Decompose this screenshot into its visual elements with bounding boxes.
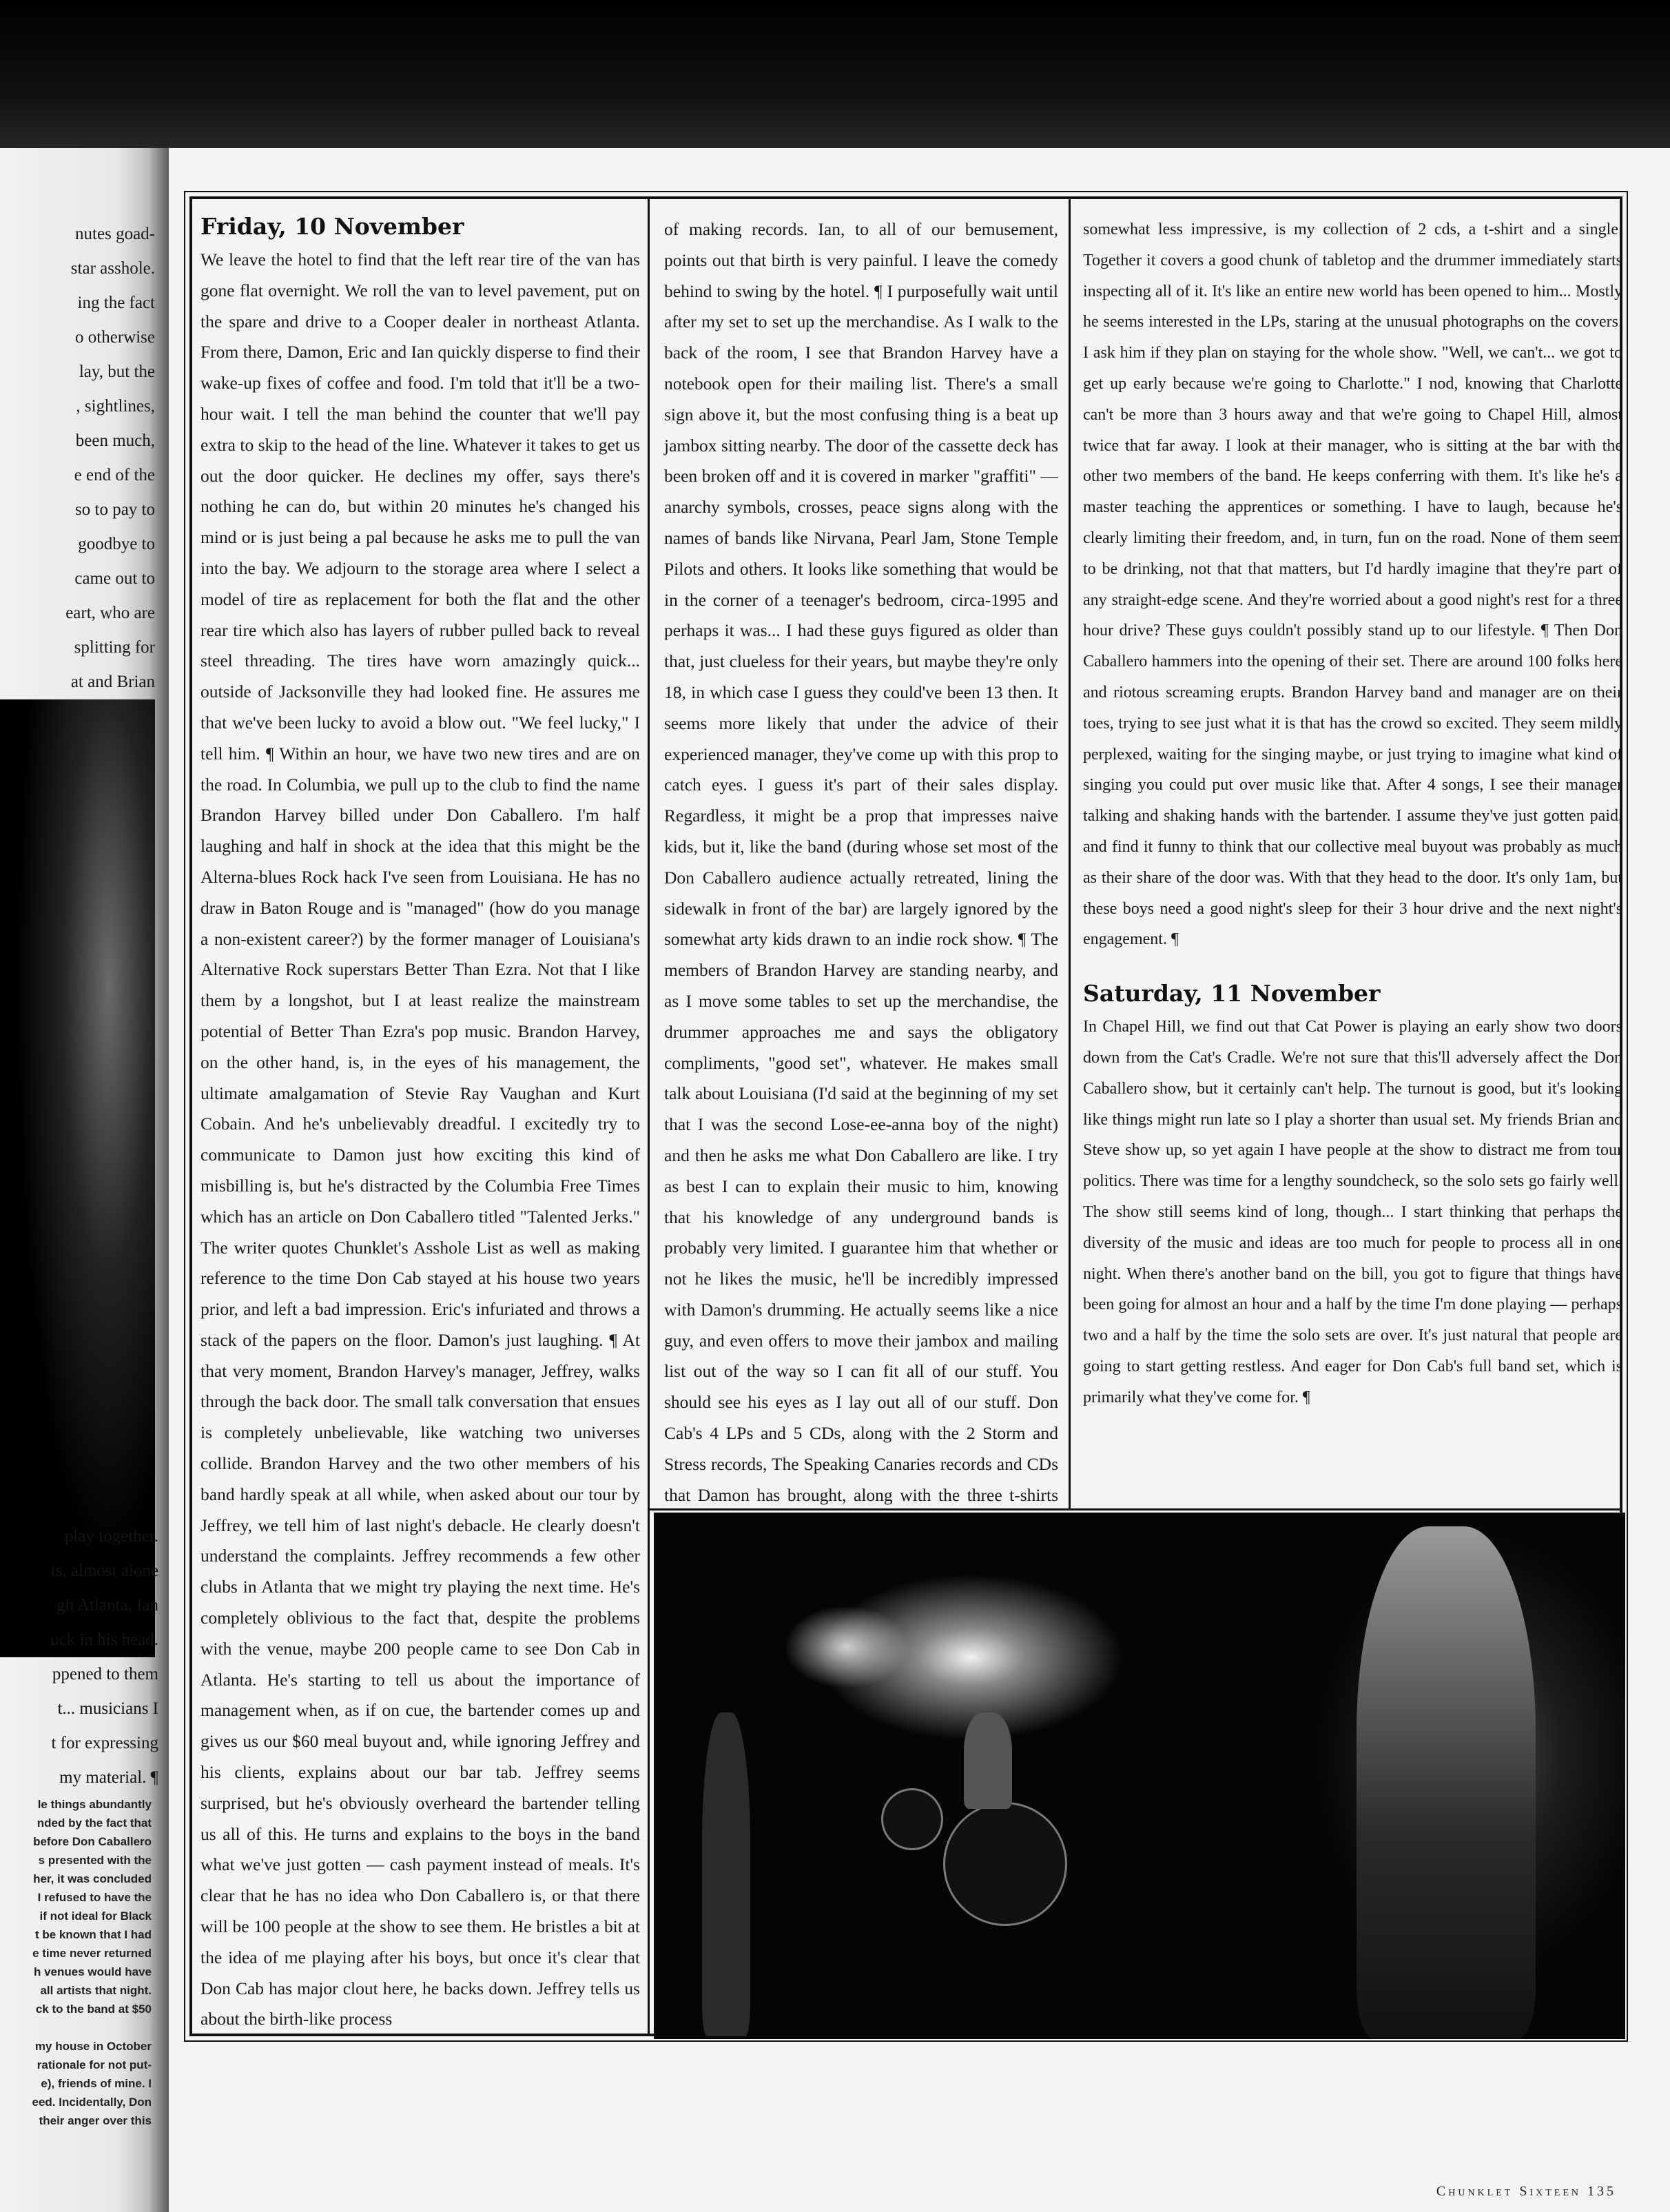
left-page-text-line: ing the fact [77, 294, 155, 312]
left-page-text-line: lay, but the [79, 362, 155, 381]
concert-photo [654, 1513, 1625, 2039]
left-page-sidebar-line: their anger over this [39, 2114, 152, 2127]
left-page-caption-line: t for expressing [51, 1734, 158, 1752]
left-page-photo [0, 699, 155, 1657]
left-page-caption-line: t... musicians I [57, 1699, 158, 1718]
left-page-sidebar [0, 1795, 152, 2130]
left-page-text-line: star asshole. [70, 259, 155, 278]
left-page-caption-line: ppened to them [52, 1665, 158, 1683]
left-page-text-line: o otherwise [75, 328, 155, 347]
left-page-sidebar-line: if not ideal for Black [39, 1909, 152, 1923]
guitarist-left-figure [702, 1712, 750, 2036]
left-page-text-line: goodbye to [78, 535, 155, 553]
column-3-text-2: In Chapel Hill, we find out that Cat Power is playing an early show two doors down from the Cat's Cradle. We're not sure that this'll adversely affect the Don Caballero show, but it certainly can't help. The turnout is good, but it's looking like things might run late so I play a shorter than usual set. My friends Brian and Steve show up, so yet again I have people at the show to distract me from tour politics. There was time for a lengthy soundcheck, so the solo sets go fairly well. The show still seems kind of long, though... I start thinking that perhaps the diversity of the music and ideas are too much for people to process all in one night. When there's another band on the bill, you got to figure that things have been going for almost an hour and a half by the time I'm done playing — perhaps two and a half by the time the solo sets are over. It's just natural that people are going to start getting restless. And eager for Don Cab's full band set, which is primarily what they've come for. ¶ [1083, 1018, 1622, 1406]
left-page-sidebar-line: nded by the fact that [37, 1816, 152, 1830]
left-page-text-line: eart, who are [65, 604, 155, 622]
left-page-sidebar-line: my house in October [34, 2040, 152, 2053]
left-page-sidebar-line: before Don Caballero [33, 1835, 152, 1848]
drum-kit [943, 1802, 1067, 1926]
left-page-sidebar-line: all artists that night. [40, 1984, 152, 1997]
main-page [169, 148, 1670, 2212]
page-footer: Chunklet Sixteen 135 [1436, 2184, 1616, 2199]
left-page-caption-line: gh Atlanta, Ian [56, 1596, 158, 1615]
heading-saturday: Saturday, 11 November [1083, 980, 1381, 1007]
left-page-text-line: e end of the [74, 466, 155, 484]
left-page-sidebar-line: rationale for not put- [37, 2058, 152, 2071]
left-page-sidebar-line: t be known that I had [34, 1928, 152, 1941]
drummer-figure [964, 1712, 1012, 1809]
heading-friday: Friday, 10 November [200, 213, 464, 240]
left-page-caption-line: play together. [64, 1527, 158, 1546]
article-frame [189, 196, 1622, 2036]
column-1-text: We leave the hotel to find that the left rear tire of the van has gone flat overnight. We roll the van to level pavement, put on the spare and drive to a Cooper dealer in northeast Atlanta. From there, Damon, Eric and Ian quickly disperse to find their wake-up fixes of coffee and food. I'm told that it'll be a two-hour wait. I tell the man behind the counter that we'll pay extra to skip to the head of the line. Whatever it takes to get us out the door quicker. He declines my offer, says there's nothing he can do, but within 20 minutes he's changed his mind or is just being a pal because he asks me to pull the van into the bay. We adjourn to the storage area where I select a model of tire as replacement for both the flat and the other rear tire which also has layers of rubber pulled back to reveal steel threading. The tires have worn amazingly quick... outside of Jacksonville they had looked fine. He assures me that we've been lucky to avoid a blow out. "We feel lucky," I tell him. ¶ Within an hour, we have two new tires and are on the road. In Columbia, we pull up to the club to find the name Brandon Harvey billed under Don Caballero. I'm half laughing and half in shock at the idea that this might be the Alterna-blues Rock hack I've seen from Louisiana. He has no draw in Baton Rouge and is "managed" (how do you manage a non-existent career?) by the former manager of Louisiana's Alternative Rock superstars Better Than Ezra. Not that I like them by a longshot, but I at least realize the mainstream potential of Better Than Ezra's pop music. Brandon Harvey, on the other hand, is, in the eyes of his management, the ultimate amalgamation of Stevie Ray Vaughan and Kurt Cobain. And he's unbelievably dreadful. I excitedly try to communicate to Damon just how exciting this kind of misbilling is, but he's distracted by the Columbia Free Times which has an article on Don Caballero titled "Talented Jerks." The writer quotes Chunklet's Asshole List as well as making reference to the time Don Cab stayed at his house two years prior, and left a bad impression. Eric's infuriated and throws a stack of the papers on the floor. Damon's just laughing. ¶ At that very moment, Brandon Harvey's manager, Jeffrey, walks through the back door. The small talk conversation that ensues is completely unbelievable, like watching two universes collide. Brandon Harvey and the two other members of his band hardly speak at all while, when asked about our tour by Jeffrey, we tell him of last night's debacle. He clearly doesn't understand the complaints. Jeffrey recommends a few other clubs in Atlanta that we might try playing the next time. He's completely oblivious to the fact that, despite the problems with the venue, maybe 200 people came to see Don Cab in Atlanta. He's starting to tell us about the importance of management when, as if on cue, the bartender comes up and gives us our $60 meal buyout and, while ignoring Jeffrey and his clients, explains about our bar tab. Jeffrey seems surprised, but he's obviously overheard the bartender telling us all of this. He turns and explains to the boys in the band what we've just gotten — cash payment instead of meals. It's clear that he has no idea who Don Caballero is, or that there will be 100 people at the show to see them. He bristles a bit at the idea of me playing after his boys, but once it's clear that Don Cab has major clout here, he backs down. Jeffrey tells us about the birth-like process [200, 249, 640, 2029]
left-page-text-line: came out to [74, 569, 155, 588]
left-page-sidebar-line [0, 2018, 152, 2037]
left-page-sidebar-line: I refused to have the [37, 1891, 152, 1904]
left-page-sidebar-line: ck to the band at $50 [35, 2003, 152, 2016]
left-page-sidebar-line: h venues would have [34, 1965, 152, 1978]
left-page-text-line: , sightlines, [76, 397, 155, 416]
left-page-sidebar-line: le things abundantly [37, 1798, 152, 1811]
left-page-caption-line: ts, almost alone [50, 1561, 158, 1580]
column-rule-2 [1069, 199, 1071, 1510]
left-page-sidebar-line: s presented with the [38, 1854, 152, 1867]
left-page-text-line: at and Brian [70, 673, 155, 691]
column-3-text: somewhat less impressive, is my collection of 2 cds, a t-shirt and a single. Together it covers a good chunk of tabletop and the drummer immediately starts inspecting all of it. It's like an entire new world has been opened to him... Mostly he seems interested in the LPs, staring at the unusual photographs on the covers. I ask him if they plan on staying for the whole show. "Well, we can't... we got to get up early because we're going to Charlotte." I nod, knowing that Charlotte can't be more than 3 hours away and that we're going to Chapel Hill, almost twice that far away. I look at their manager, who is sitting at the bar with the other two members of the band. He keeps conferring with them. It's like he's a master teaching the apprentices or something. I have to laugh, because he's clearly limiting their freedom, and, in turn, fun on the road. None of them seem to be drinking, not that that matters, but I'd hardly imagine that they're part of any straight-edge scene. And they're worried about a good night's rest for a three hour drive? These guys couldn't possibly stand up to our lifestyle. ¶ Then Don Caballero hammers into the opening of their set. There are around 100 folks here and riotous screaming erupts. Brandon Harvey band and manager are on their toes, trying to see just what it is that has the crowd so excited. They seem mildly perplexed, waiting for the singing maybe, or just trying to imagine what kind of singing you could put over music like that. After 4 songs, I see their manager talking and shaking hands with the bartender. I assume they've just gotten paid, and find it funny to think that our collective meal buyout was probably as much as their share of the door was. With that they head to the door. It's only 1am, but these boys need a good night's sleep for their 3 hour drive and the next night's engagement. ¶ [1083, 221, 1622, 949]
left-page-text-line: been much, [75, 431, 155, 450]
column-3 [1083, 214, 1622, 1413]
guitarist-right-figure [1357, 1526, 1536, 2039]
left-page-text-line: splitting for [74, 638, 155, 657]
column-2-text: of making records. Ian, to all of our bemusement, points out that birth is very painful. I leave the comedy behind to swing by the hotel. ¶ I purposefully wait until after my set to set up the merchandise. As I walk to the back of the room, I see that Brandon Harvey have a notebook open for their mailing list. There's a small sign above it, but the most confusing thing is a beat up jambox sitting nearby. The door of the cassette deck has been broken off and it is covered in marker "graffiti" — anarchy symbols, crosses, peace signs along with the names of bands like Nirvana, Pearl Jam, Stone Temple Pilots and others. It looks like something that would be in the corner of a teenager's bedroom, circa-1995 and perhaps it was... I had these guys figured as older than that, just clueless for their years, but maybe they're only 18, in which case I guess they could've been 13 then. It seems more likely that under the advice of their experienced manager, they've come up with this prop to catch eyes. I guess it's part of their sales display. Regardless, it might be a prop that impresses naive kids, but it, like the band (during whose set most of the Don Caballero audience actually retreated, lining the sidewalk in front of the bar) are largely ignored by the somewhat arty kids drawn to an indie rock show. ¶ The members of Brandon Harvey are standing nearby, and as I move some tables to set up the merchandise, the drummer approaches me and says the obligatory compliments, "good set", whatever. He makes small talk about Louisiana (I'd said at the beginning of my set that I was the second Lose-ee-anna boy of the night) and then he asks me what Don Caballero are like. I try as best I can to explain their music to him, knowing that his knowledge of any underground bands is probably very limited. I guarantee him that whether or not he likes the music, he'll be incredibly impressed with Damon's drumming. He actually seems like a nice guy, and even offers to move their jambox and mailing list out of the way so I can fit all of our stuff. You should see his eyes as I lay out all of our stuff. Don Cab's 4 LPs and 5 CDs, along with the 2 Storm and Stress records, The Speaking Canaries records and CDs that Damon has brought, along with the three t-shirts [664, 219, 1058, 1505]
left-page-sidebar-line: e time never returned [32, 1947, 152, 1960]
left-page-text-line: nutes goad- [75, 225, 155, 243]
column-2 [664, 214, 1058, 1542]
left-page-sidebar-line: e), friends of mine. I [41, 2077, 152, 2090]
column-1 [200, 212, 640, 2035]
column-rule-1 [648, 199, 650, 2035]
left-page-caption-line: uck in his head. [50, 1630, 158, 1649]
top-shadow [0, 0, 1670, 158]
left-page-caption-line: my material. ¶ [59, 1768, 158, 1787]
left-page-caption [7, 1519, 158, 1795]
left-page-text-line: so to pay to [75, 500, 155, 519]
left-page-text [0, 217, 155, 734]
left-facing-page [0, 148, 169, 2212]
left-page-sidebar-line: eed. Incidentally, Don [32, 2096, 152, 2109]
drum-tom [881, 1788, 943, 1850]
left-page-sidebar-line: her, it was concluded [33, 1872, 152, 1885]
